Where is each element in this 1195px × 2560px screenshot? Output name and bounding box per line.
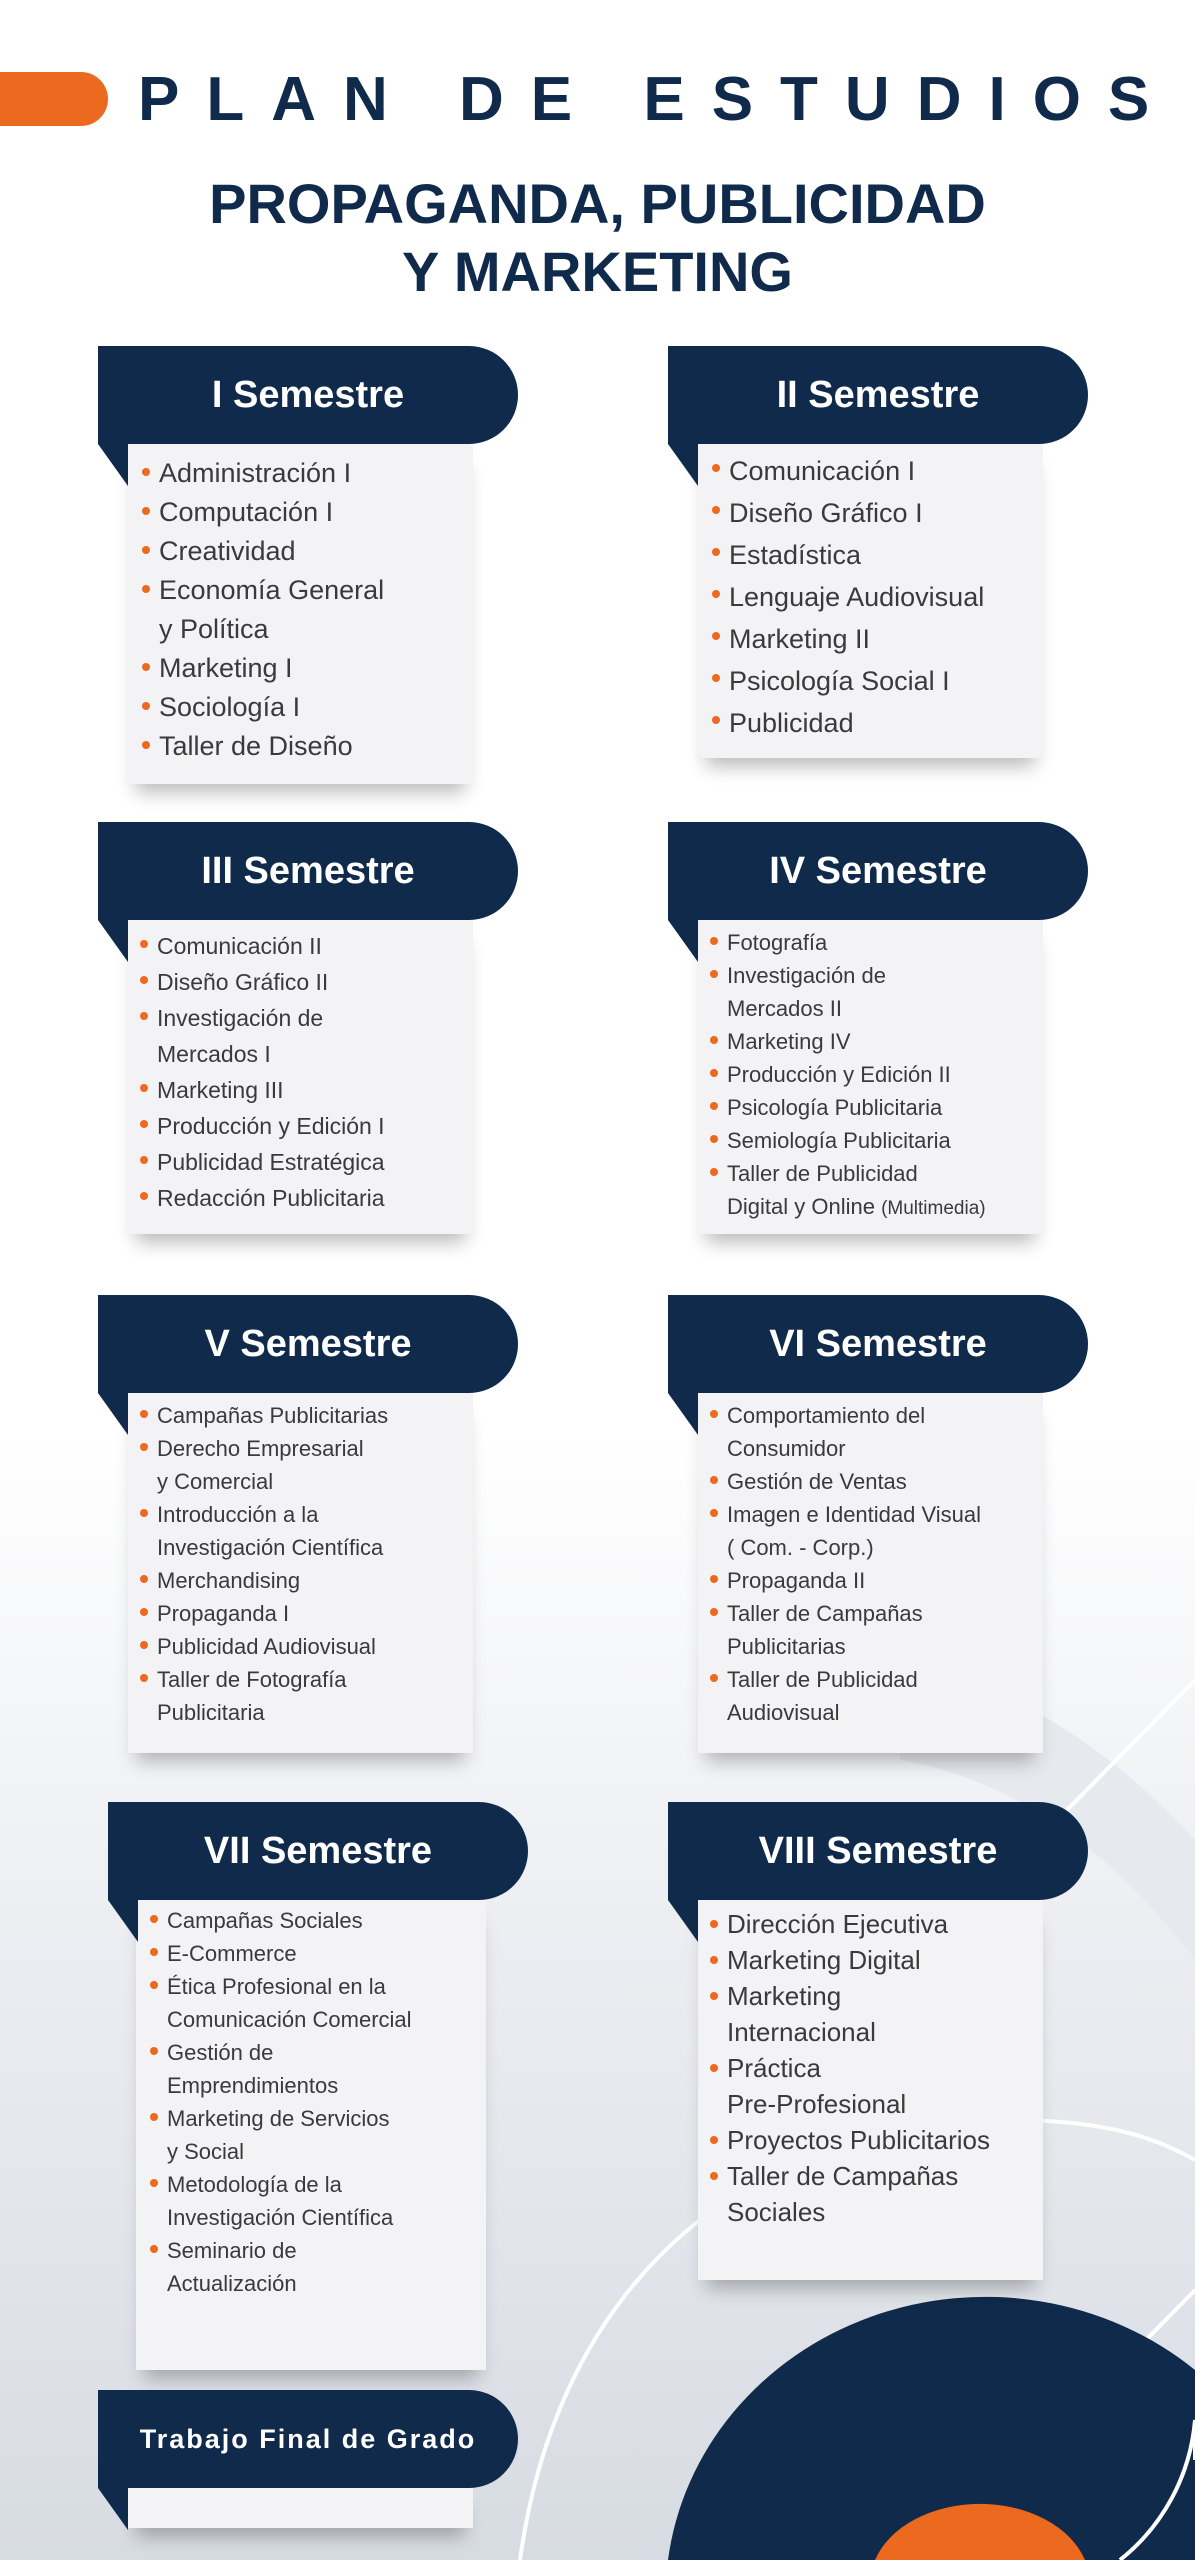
- header-accent-bar: [0, 72, 108, 126]
- course-item-continuation: Investigación Científica: [157, 1535, 384, 1560]
- course-item: Campañas Publicitarias: [140, 1399, 388, 1432]
- course-item-continuation: Consumidor: [727, 1436, 846, 1461]
- course-item-continuation: Internacional: [727, 2017, 876, 2047]
- course-item: Marketing Digital: [710, 1942, 990, 1978]
- course-item: Metodología de la: [150, 2168, 412, 2201]
- banner-fold: [108, 1900, 138, 1942]
- course-item: Psicología Social I: [712, 660, 984, 702]
- course-item-continuation: Emprendimientos: [167, 2073, 339, 2098]
- semester-title: VI Semestre: [668, 1295, 1088, 1393]
- course-item-continuation: Pre-Profesional: [727, 2089, 907, 2119]
- program-title: [0, 170, 1195, 306]
- course-item: Publicidad: [712, 702, 984, 744]
- course-list: [150, 1904, 412, 2300]
- semester-8: [668, 1802, 1128, 2292]
- course-item: Comportamiento del: [710, 1399, 981, 1432]
- course-list: [140, 1399, 388, 1729]
- course-item-continuation: Comunicación Comercial: [167, 2007, 412, 2032]
- semester-title: VIII Semestre: [668, 1802, 1088, 1900]
- semester-1: [98, 346, 558, 796]
- course-item: Investigación de: [140, 1000, 385, 1036]
- course-item: Taller de Campañas: [710, 2158, 990, 2194]
- course-item-continuation: [710, 1190, 986, 1225]
- course-item: Psicología Publicitaria: [710, 1091, 986, 1124]
- course-item-text: Digital y Online: [727, 1194, 875, 1219]
- course-item: Marketing II: [712, 618, 984, 660]
- course-item-continuation: y Comercial: [157, 1469, 274, 1494]
- semester-title: I Semestre: [98, 346, 518, 444]
- semester-3: [98, 822, 558, 1242]
- course-item-continuation: Mercados II: [727, 996, 842, 1021]
- semester-2: [668, 346, 1128, 766]
- course-item: Marketing de Servicios: [150, 2102, 412, 2135]
- course-item: Semiología Publicitaria: [710, 1124, 986, 1157]
- banner-fold: [98, 444, 128, 486]
- course-item: Redacción Publicitaria: [140, 1180, 385, 1216]
- course-item: Creatividad: [142, 532, 384, 571]
- course-item-continuation: Publicitarias: [727, 1634, 846, 1659]
- course-item: Práctica: [710, 2050, 990, 2086]
- course-item: Merchandising: [140, 1564, 388, 1597]
- course-item: Producción y Edición I: [140, 1108, 385, 1144]
- course-item-continuation: Publicitaria: [157, 1700, 265, 1725]
- course-item: Ética Profesional en la: [150, 1970, 412, 2003]
- banner-fold: [668, 1900, 698, 1942]
- course-item: Marketing III: [140, 1072, 385, 1108]
- course-item-continuation: Investigación Científica: [167, 2205, 394, 2230]
- semester-title: V Semestre: [98, 1295, 518, 1393]
- course-item-continuation: Actualización: [167, 2271, 297, 2296]
- banner-fold: [98, 2488, 128, 2530]
- final-card: [128, 2488, 473, 2528]
- program-title-line2: Y MARKETING: [402, 240, 793, 303]
- banner-fold: [98, 1393, 128, 1435]
- course-item: Derecho Empresarial: [140, 1432, 388, 1465]
- course-item-continuation: Sociales: [727, 2197, 826, 2227]
- course-item: Propaganda II: [710, 1564, 981, 1597]
- final-project: [98, 2390, 558, 2540]
- course-item-continuation: y Social: [167, 2139, 245, 2164]
- semester-title: IV Semestre: [668, 822, 1088, 920]
- semester-6: [668, 1295, 1128, 1765]
- course-item-continuation: y Política: [159, 614, 269, 644]
- course-item: Taller de Campañas: [710, 1597, 981, 1630]
- semester-7: [108, 1802, 568, 2372]
- course-item: Proyectos Publicitarios: [710, 2122, 990, 2158]
- course-item: Administración I: [142, 454, 384, 493]
- course-list: [140, 928, 385, 1216]
- course-item: Comunicación I: [712, 450, 984, 492]
- course-item: Lenguaje Audiovisual: [712, 576, 984, 618]
- course-item: Fotografía: [710, 926, 986, 959]
- course-item: Seminario de: [150, 2234, 412, 2267]
- course-note: (Multimedia): [881, 1198, 986, 1219]
- semester-title: VII Semestre: [108, 1802, 528, 1900]
- course-item: Publicidad Audiovisual: [140, 1630, 388, 1663]
- program-title-line1: PROPAGANDA, PUBLICIDAD: [209, 172, 986, 235]
- course-item: Computación I: [142, 493, 384, 532]
- course-list: [710, 1399, 981, 1729]
- course-item: Taller de Publicidad: [710, 1157, 986, 1190]
- course-item-continuation: Mercados I: [157, 1041, 271, 1067]
- course-item: Publicidad Estratégica: [140, 1144, 385, 1180]
- course-item: Diseño Gráfico I: [712, 492, 984, 534]
- course-item: Marketing I: [142, 649, 384, 688]
- course-list: [710, 926, 986, 1225]
- course-item: Gestión de: [150, 2036, 412, 2069]
- course-item: Producción y Edición II: [710, 1058, 986, 1091]
- course-item: Propaganda I: [140, 1597, 388, 1630]
- course-item: Marketing IV: [710, 1025, 986, 1058]
- course-item: Campañas Sociales: [150, 1904, 412, 1937]
- course-item: Introducción a la: [140, 1498, 388, 1531]
- course-item: Sociología I: [142, 688, 384, 727]
- semester-5: [98, 1295, 558, 1765]
- course-item: Taller de Diseño: [142, 727, 384, 766]
- final-project-title: Trabajo Final de Grado: [98, 2390, 518, 2488]
- plan-title: PLAN DE ESTUDIOS: [138, 65, 1177, 134]
- semester-4: [668, 822, 1128, 1242]
- course-item-continuation: ( Com. - Corp.): [727, 1535, 874, 1560]
- course-list: [710, 1906, 990, 2230]
- banner-fold: [98, 920, 128, 962]
- course-list: [142, 454, 384, 766]
- banner-fold: [668, 1393, 698, 1435]
- course-item: Comunicación II: [140, 928, 385, 964]
- semester-title: III Semestre: [98, 822, 518, 920]
- course-item: Taller de Publicidad: [710, 1663, 981, 1696]
- course-item: Investigación de: [710, 959, 986, 992]
- course-item: Dirección Ejecutiva: [710, 1906, 990, 1942]
- course-item: Marketing: [710, 1978, 990, 2014]
- banner-fold: [668, 444, 698, 486]
- course-item-continuation: Audiovisual: [727, 1700, 840, 1725]
- course-item: E-Commerce: [150, 1937, 412, 1970]
- course-list: [712, 450, 984, 744]
- course-item: Economía General: [142, 571, 384, 610]
- banner-fold: [668, 920, 698, 962]
- course-item: Estadística: [712, 534, 984, 576]
- semester-title: II Semestre: [668, 346, 1088, 444]
- course-item: Diseño Gráfico II: [140, 964, 385, 1000]
- course-item: Gestión de Ventas: [710, 1465, 981, 1498]
- course-item: Taller de Fotografía: [140, 1663, 388, 1696]
- course-item: Imagen e Identidad Visual: [710, 1498, 981, 1531]
